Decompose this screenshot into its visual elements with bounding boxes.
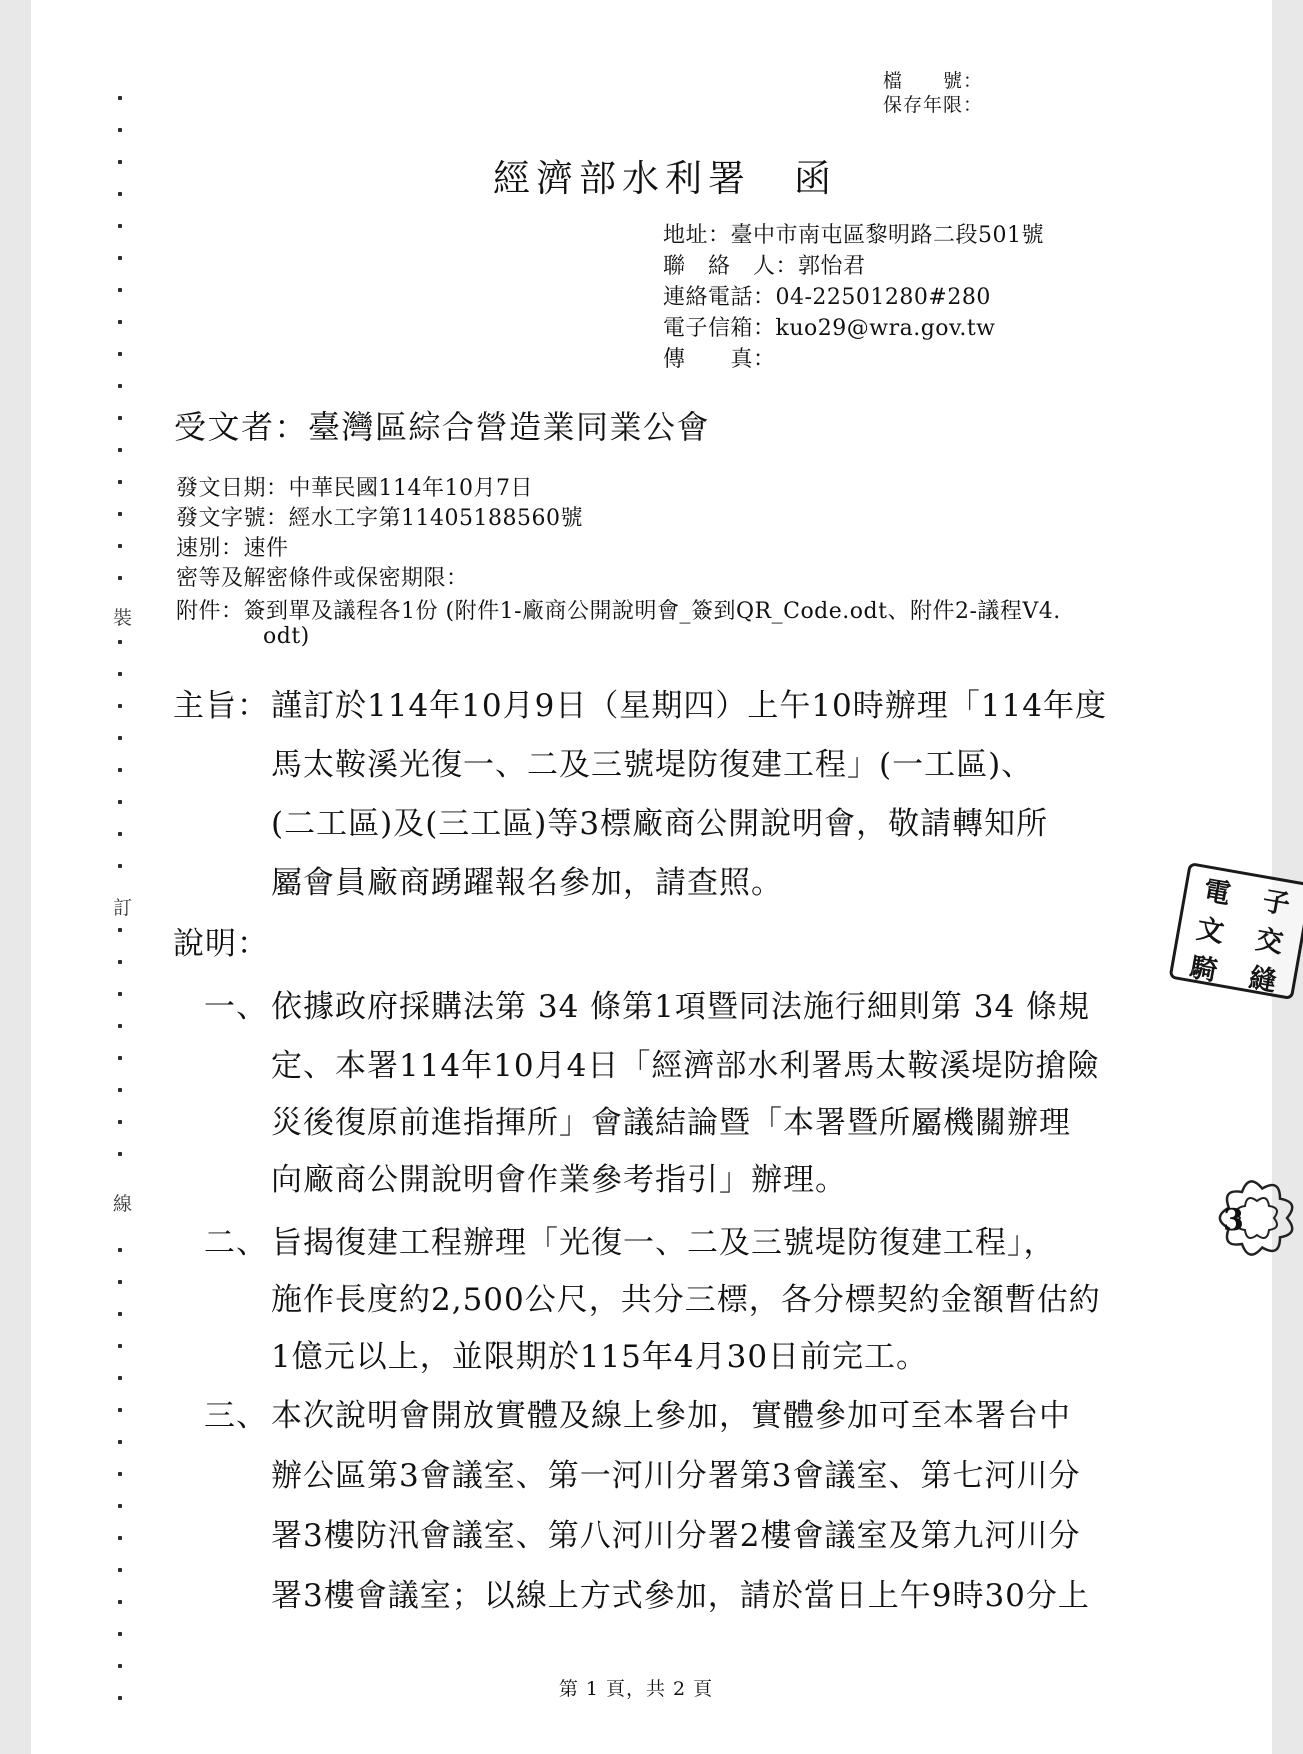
stamp-char: 子 (1260, 885, 1293, 921)
binding-dot (118, 544, 122, 548)
item2-line-2: 施作長度約2,500公尺，共分三標，各分標契約金額暫估約 (271, 1282, 1101, 1318)
binding-dot (118, 832, 122, 836)
meta-attachment-line2: odt) (263, 624, 310, 649)
binding-dot (118, 736, 122, 740)
description-label: 說明： (173, 926, 269, 962)
contact-fax: 傳 真： (663, 347, 776, 372)
binding-dot (118, 704, 122, 708)
binding-dot (118, 992, 122, 996)
binding-dot (118, 672, 122, 676)
binding-dot (118, 1568, 122, 1572)
flower-seal-digit: 3 (1223, 1203, 1244, 1238)
flower-seal-stamp (1209, 1170, 1303, 1266)
binding-dot (118, 512, 122, 516)
binding-dot (118, 1088, 122, 1092)
binding-dot (118, 320, 122, 324)
binding-dot (118, 1056, 122, 1060)
binding-dot (118, 640, 122, 644)
binding-dot (118, 1440, 122, 1444)
stamp-char: 縫 (1246, 962, 1279, 998)
item3-line-1: 本次說明會開放實體及線上參加，實體參加可至本署台中 (271, 1398, 1071, 1434)
binding-dot (118, 1344, 122, 1348)
stamp-char: 電 (1201, 875, 1234, 911)
binding-dot (118, 576, 122, 580)
binding-dot (118, 384, 122, 388)
binding-dot (118, 192, 122, 196)
binding-dot (118, 128, 122, 132)
item3-line-3: 署3樓防汛會議室、第八河川分署2樓會議室及第九河川分 (271, 1518, 1081, 1554)
binding-mark-ding: 訂 (113, 897, 133, 919)
binding-dot (118, 1664, 122, 1668)
binding-dot (118, 1600, 122, 1604)
binding-dot (118, 1376, 122, 1380)
stamp-char: 文 (1194, 913, 1227, 949)
binding-dot (118, 1504, 122, 1508)
item1-line-1: 依據政府採購法第 34 條第1項暨同法施行細則第 34 條規 (271, 989, 1091, 1025)
binding-mark-zhuang: 裝 (113, 607, 133, 629)
contact-email: 電子信箱：kuo29@wra.gov.tw (663, 316, 996, 341)
recipient-line: 受文者：臺灣區綜合營造業同業公會 (174, 408, 711, 446)
contact-address: 地址：臺中市南屯區黎明路二段501號 (663, 223, 1044, 248)
meta-date: 發文日期：中華民國114年10月7日 (176, 476, 533, 501)
binding-dot (118, 96, 122, 100)
item1-number: 一、 (204, 989, 268, 1025)
binding-dot (118, 1312, 122, 1316)
binding-dot (118, 1632, 122, 1636)
retention-period-label: 保存年限： (883, 94, 984, 116)
meta-attachment-line1: 附件：簽到單及議程各1份 (附件1-廠商公開說明會_簽到QR_Code.odt、附件2-議程V4. (176, 599, 1061, 624)
binding-dot (118, 800, 122, 804)
binding-dot (118, 352, 122, 356)
item3-number: 三、 (204, 1398, 268, 1434)
binding-dot (118, 864, 122, 868)
item1-line-2: 定、本署114年10月4日「經濟部水利署馬太鞍溪堤防搶險 (271, 1048, 1100, 1084)
subject-line-2: 馬太鞍溪光復一、二及三號堤防復建工程」(一工區)、 (271, 747, 1034, 783)
contact-phone: 連絡電話：04-22501280#280 (663, 285, 991, 310)
meta-doc-number: 發文字號：經水工字第11405188560號 (176, 506, 583, 531)
item1-line-4: 向廠商公開說明會作業參考指引」辦理。 (271, 1162, 847, 1198)
binding-dot (118, 1024, 122, 1028)
binding-dot (118, 480, 122, 484)
binding-dot (118, 928, 122, 932)
item2-line-1: 旨揭復建工程辦理「光復一、二及三號堤防復建工程」， (271, 1225, 1056, 1261)
binding-dot (118, 1248, 122, 1252)
subject-line-1: 謹訂於114年10月9日（星期四）上午10時辦理「114年度 (271, 688, 1107, 724)
item2-number: 二、 (204, 1225, 268, 1261)
binding-dot (118, 1536, 122, 1540)
subject-line-4: 屬會員廠商踴躍報名參加，請查照。 (271, 865, 783, 901)
item1-line-3: 災後復原前進指揮所」會議結論暨「本署暨所屬機關辦理 (271, 1105, 1071, 1141)
meta-priority: 速別：速件 (176, 536, 289, 561)
binding-dot (118, 416, 122, 420)
binding-dot (118, 1472, 122, 1476)
meta-security: 密等及解密條件或保密期限： (176, 566, 469, 591)
electronic-exchange-stamp (1169, 862, 1303, 1000)
item2-line-3: 1億元以上，並限期於115年4月30日前完工。 (271, 1339, 929, 1375)
item3-line-4: 署3樓會議室；以線上方式參加，請於當日上午9時30分上 (271, 1578, 1090, 1614)
binding-dot (118, 160, 122, 164)
subject-line-3: (二工區)及(三工區)等3標廠商公開說明會，敬請轉知所 (271, 806, 1049, 842)
binding-dot (118, 448, 122, 452)
file-number-label: 檔 號： (883, 70, 984, 92)
item3-line-2: 辦公區第3會議室、第一河川分署第3會議室、第七河川分 (271, 1458, 1081, 1494)
binding-mark-xian: 線 (113, 1193, 133, 1215)
binding-dot (118, 1280, 122, 1284)
binding-dot (118, 256, 122, 260)
binding-dot (118, 224, 122, 228)
document-page (31, 0, 1293, 1754)
binding-dot (118, 1152, 122, 1156)
contact-person: 聯 絡 人：郭怡君 (663, 254, 866, 279)
stamp-char: 交 (1253, 924, 1286, 960)
binding-dot (118, 1120, 122, 1124)
binding-dot (118, 288, 122, 292)
document-title: 經濟部水利署 函 (493, 157, 837, 200)
binding-dot (118, 768, 122, 772)
subject-label: 主旨： (173, 688, 269, 724)
binding-dot (118, 960, 122, 964)
binding-dot (118, 1408, 122, 1412)
page-footer: 第 1 頁，共 2 頁 (558, 1678, 714, 1700)
stamp-char: 騎 (1187, 952, 1220, 988)
